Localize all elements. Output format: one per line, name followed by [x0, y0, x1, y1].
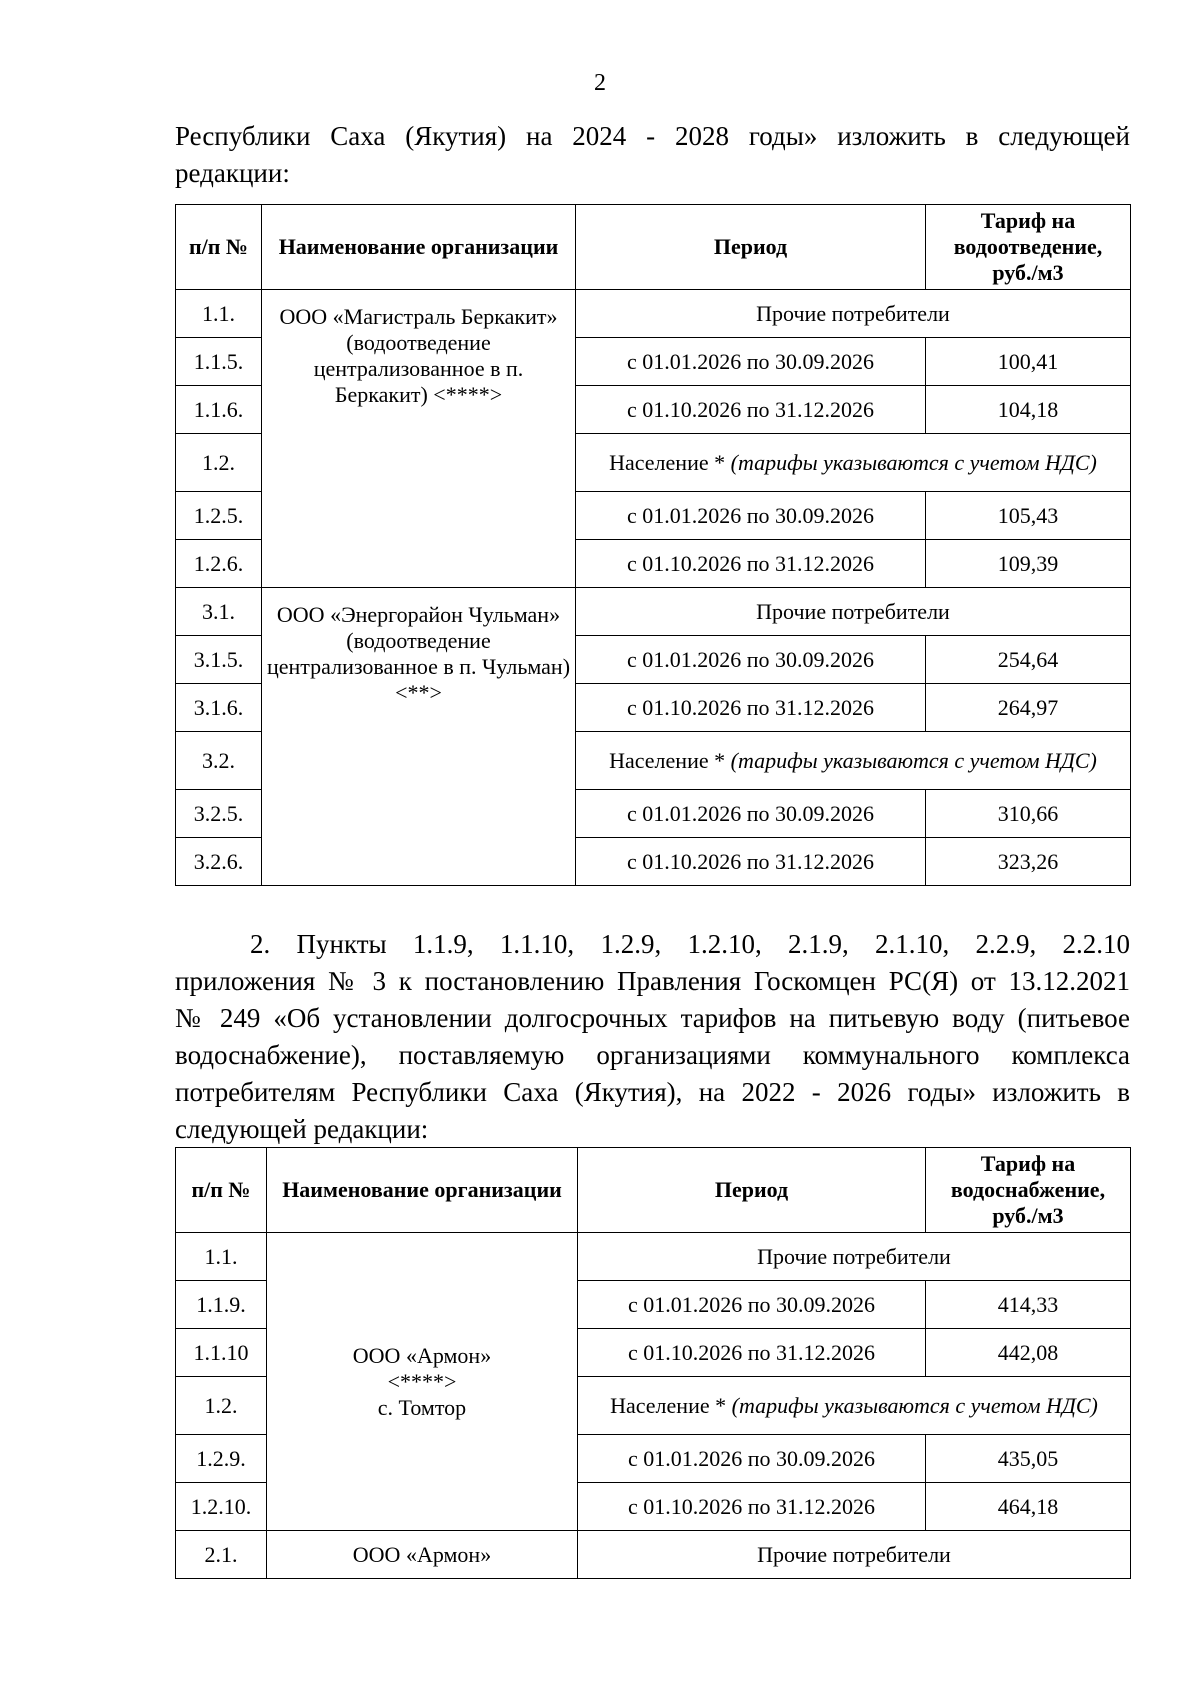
row-num: 1.1.: [176, 1233, 267, 1281]
period-cell: с 01.10.2026 по 31.12.2026: [578, 1483, 926, 1531]
tariff-cell: 264,97: [926, 684, 1131, 732]
org-name: [262, 290, 576, 588]
row-num: 1.2.9.: [176, 1435, 267, 1483]
row-num: 1.1.9.: [176, 1281, 267, 1329]
row-num: 3.2.: [176, 732, 262, 790]
row-num: 1.2.10.: [176, 1483, 267, 1531]
row-num: 3.1.: [176, 588, 262, 636]
row-num: 1.2.6.: [176, 540, 262, 588]
org-name-line: ООО «Армон»: [352, 1342, 492, 1368]
header-tariff: Тариф на водоснабжение, руб./м3: [926, 1148, 1131, 1233]
consumer-group: [576, 434, 1131, 492]
consumer-group: [578, 1377, 1131, 1435]
page-number: 2: [594, 70, 606, 96]
paragraph-line: потребителям Республики Саха (Якутия), на 2022 - 2026 годы» изложить в: [175, 1077, 1130, 1107]
org-name-text: ООО «Магистраль Беркакит» (водоотведение централизованное в п. Беркакит) <****>: [279, 304, 558, 407]
tariff-cell: 104,18: [926, 386, 1131, 434]
period-cell: с 01.10.2026 по 31.12.2026: [576, 838, 926, 886]
tariff-cell: 435,05: [926, 1435, 1131, 1483]
table-header-row: [176, 1148, 1131, 1233]
intro-paragraph: [175, 118, 1130, 192]
tariff-cell: 442,08: [926, 1329, 1131, 1377]
group-label: Население *: [609, 449, 726, 475]
org-name: [262, 588, 576, 886]
org-name: ООО «Армон»: [267, 1531, 578, 1579]
org-name-text: ООО «Энергорайон Чульман» (водоотведение централизованное в п. Чульман) <**>: [266, 602, 571, 705]
paragraph-line: № 249 «Об установлении долгосрочных тарифов на питьевую воду (питьевое: [175, 1003, 1130, 1033]
period-cell: с 01.10.2026 по 31.12.2026: [576, 684, 926, 732]
org-name-line: с. Томтор: [377, 1394, 467, 1420]
row-num: 1.1.5.: [176, 338, 262, 386]
tariff-cell: 414,33: [926, 1281, 1131, 1329]
org-name: [267, 1233, 578, 1531]
period-cell: с 01.01.2026 по 30.09.2026: [576, 492, 926, 540]
period-cell: с 01.01.2026 по 30.09.2026: [576, 338, 926, 386]
table-row: [176, 1233, 1131, 1281]
tariff-table-water: [175, 1147, 1131, 1579]
row-num: 1.2.5.: [176, 492, 262, 540]
group-label: Население *: [609, 747, 726, 773]
period-cell: с 01.01.2026 по 30.09.2026: [578, 1435, 926, 1483]
period-cell: с 01.10.2026 по 31.12.2026: [578, 1329, 926, 1377]
table-header-row: [176, 205, 1131, 290]
row-num: 3.2.6.: [176, 838, 262, 886]
consumer-group: Прочие потребители: [576, 588, 1131, 636]
intro-line: редакции:: [175, 158, 290, 188]
period-cell: с 01.01.2026 по 30.09.2026: [576, 636, 926, 684]
paragraph-line: водоснабжение), поставляемую организациями коммунального комплекса: [175, 1040, 1130, 1070]
table-row: [176, 290, 1131, 338]
intro-line: Республики Саха (Якутия) на 2024 - 2028 годы» изложить в следующей: [175, 121, 1130, 151]
group-note: (тарифы указываются с учетом НДС): [730, 747, 1097, 773]
row-num: 1.2.: [176, 1377, 267, 1435]
row-num: 1.2.: [176, 434, 262, 492]
tariff-cell: 100,41: [926, 338, 1131, 386]
header-period: Период: [576, 205, 926, 290]
header-org: Наименование организации: [267, 1148, 578, 1233]
org-name-line: <****>: [387, 1368, 457, 1394]
period-cell: с 01.10.2026 по 31.12.2026: [576, 540, 926, 588]
tariff-table-sewerage: [175, 204, 1131, 886]
row-num: 3.2.5.: [176, 790, 262, 838]
paragraph-line: приложения № 3 к постановлению Правления Госкомцен РС(Я) от 13.12.2021: [175, 966, 1130, 996]
paragraph-2: [175, 926, 1130, 1148]
consumer-group: Прочие потребители: [578, 1531, 1131, 1579]
paragraph-line: следующей редакции:: [175, 1114, 429, 1144]
paragraph-line: 2. Пункты 1.1.9, 1.1.10, 1.2.9, 1.2.10, 2.1.9, 2.1.10, 2.2.9, 2.2.10: [250, 929, 1130, 959]
group-note: (тарифы указываются с учетом НДС): [731, 1392, 1098, 1418]
period-cell: с 01.10.2026 по 31.12.2026: [576, 386, 926, 434]
period-cell: с 01.01.2026 по 30.09.2026: [576, 790, 926, 838]
header-num: п/п №: [176, 205, 262, 290]
header-tariff: Тариф на водоотведение, руб./м3: [926, 205, 1131, 290]
table-row: [176, 1531, 1131, 1579]
group-label: Население *: [610, 1392, 727, 1418]
period-cell: с 01.01.2026 по 30.09.2026: [578, 1281, 926, 1329]
tariff-cell: 310,66: [926, 790, 1131, 838]
row-num: 1.1.6.: [176, 386, 262, 434]
row-num: 3.1.6.: [176, 684, 262, 732]
header-num: п/п №: [176, 1148, 267, 1233]
consumer-group: Прочие потребители: [578, 1233, 1131, 1281]
header-org: Наименование организации: [262, 205, 576, 290]
row-num: 1.1.10: [176, 1329, 267, 1377]
tariff-cell: 109,39: [926, 540, 1131, 588]
consumer-group: [576, 732, 1131, 790]
row-num: 2.1.: [176, 1531, 267, 1579]
tariff-cell: 464,18: [926, 1483, 1131, 1531]
group-note: (тарифы указываются с учетом НДС): [730, 449, 1097, 475]
row-num: 1.1.: [176, 290, 262, 338]
tariff-cell: 323,26: [926, 838, 1131, 886]
consumer-group: Прочие потребители: [576, 290, 1131, 338]
tariff-cell: 254,64: [926, 636, 1131, 684]
header-period: Период: [578, 1148, 926, 1233]
table-row: [176, 588, 1131, 636]
row-num: 3.1.5.: [176, 636, 262, 684]
tariff-cell: 105,43: [926, 492, 1131, 540]
